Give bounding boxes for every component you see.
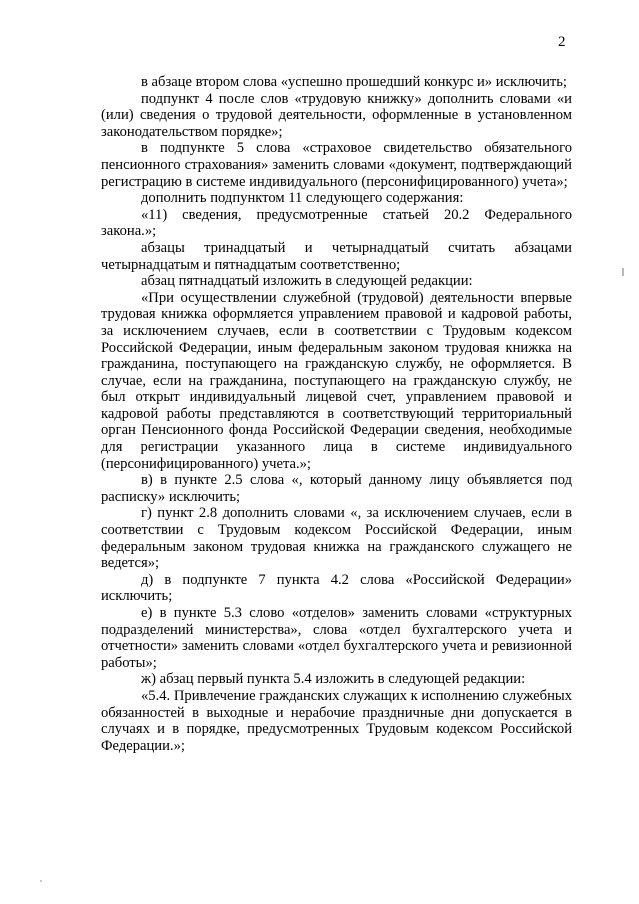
document-body	[101, 74, 572, 754]
paragraph: г) пункт 2.8 дополнить словами «, за исключением случаев, если в соответствии с Трудовым кодексом Российской Федерации, иным федеральным законом трудовая книжка на гражданского служащего не ведется»;	[101, 505, 572, 572]
paragraph: «5.4. Привлечение гражданских служащих к исполнению служебных обязанностей в выходные и нерабочие праздничные дни допускается в случаях и в порядке, предусмотренных Трудовым кодексом Российской Федерации.»;	[101, 687, 572, 754]
page-number: 2	[558, 34, 566, 50]
paragraph: е) в пункте 5.3 слово «отделов» заменить словами «структурных подразделений министерства», слова «отдел бухгалтерского учета и отчетности» заменить словами «отдел бухгалтерского учета и ревизионной работы»;	[101, 605, 572, 671]
paragraph: д) в подпункте 7 пункта 4.2 слова «Российской Федерации» исключить;	[101, 571, 572, 605]
scan-artifact-mark	[622, 268, 624, 276]
paragraph: в подпункте 5 слова «страховое свидетельство обязательного пенсионного страхования» заменить словами «документ, подтверждающий регистрацию в системе индивидуального (персонифицированного) учета»;	[101, 140, 572, 190]
paragraph: абзацы тринадцатый и четырнадцатый считать абзацами четырнадцатым и пятнадцатым соответственно;	[101, 239, 572, 273]
paragraph: дополнить подпунктом 11 следующего содержания:	[141, 190, 464, 207]
paragraph: в) в пункте 2.5 слова «, который данному лицу объявляется под расписку» исключить;	[101, 472, 572, 505]
scan-artifact-dot	[40, 880, 42, 882]
paragraph: абзац пятнадцатый изложить в следующей редакции:	[141, 273, 473, 290]
paragraph: подпункт 4 после слов «трудовую книжку» дополнить словами «и (или) сведения о трудовой деятельности, оформленные в установленном законодательством порядке»;	[101, 90, 572, 140]
paragraph: «При осуществлении служебной (трудовой) деятельности впервые трудовая книжка оформляется управлением правовой и кадровой работы, за исключением случаев, если в соответствии с Трудовым кодексом Российской Федерации, иным федеральным законом трудовая книжка на гражданина, поступающего на гражданскую службу, не оформляется. В случае, если на гражданина, поступающего на гражданскую службу, не был открыт индивидуальный лицевой счет, управлением правовой и кадровой работы представляются в соответствующий территориальный орган Пенсионного фонда Российской Федерации сведения, необходимые для регистрации указанного лица в системе индивидуального (персонифицированного) учета.»;	[101, 289, 572, 472]
paragraph: «11) сведения, предусмотренные статьей 20.2 Федерального закона.»;	[101, 206, 572, 240]
paragraph: ж) абзац первый пункта 5.4 изложить в следующей редакции:	[141, 671, 526, 688]
paragraph: в абзаце втором слова «успешно прошедший конкурс и» исключить;	[141, 74, 567, 90]
